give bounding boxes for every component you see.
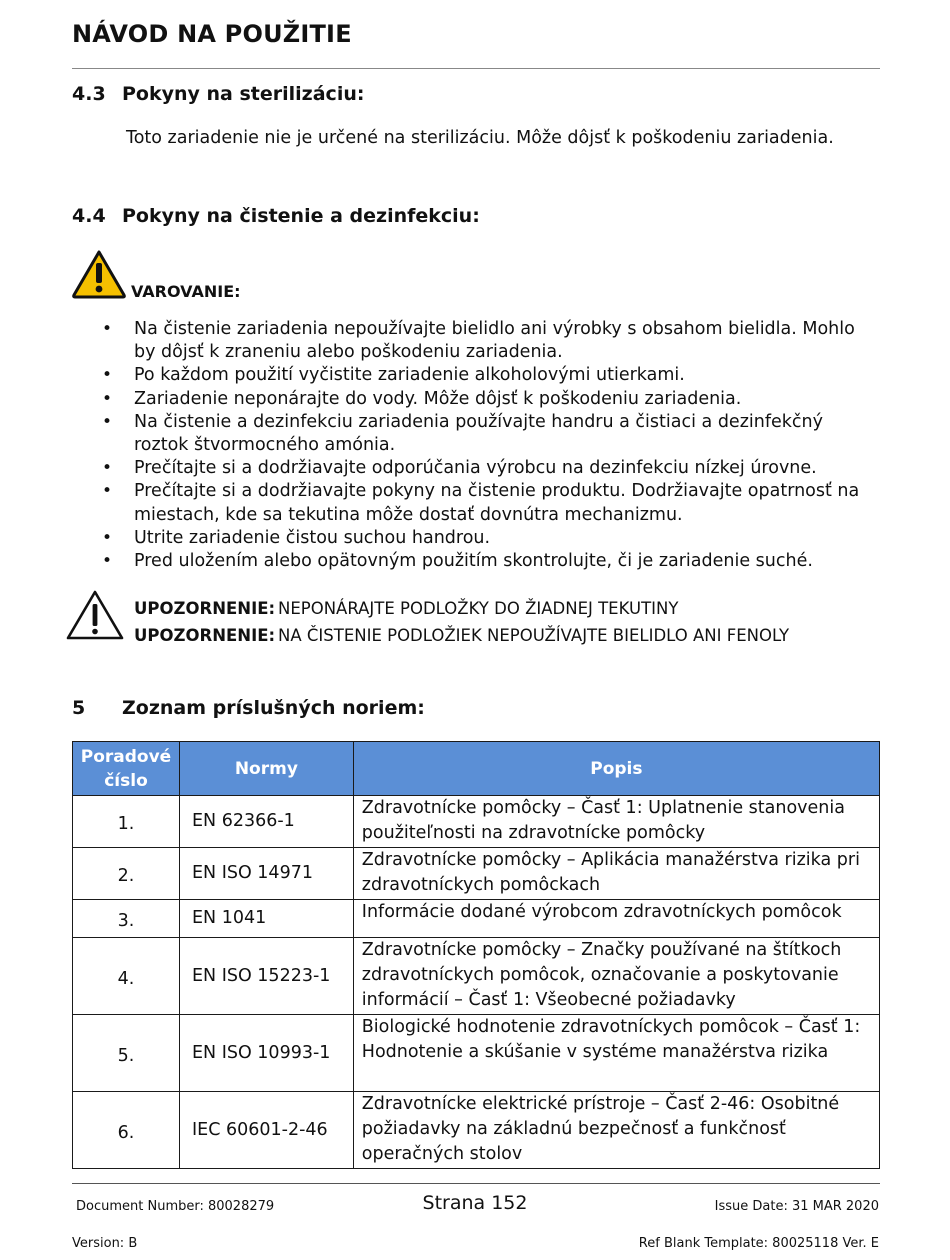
row-description: Zdravotnícke pomôcky – Značky používané na štítkoch zdravotníckych pomôcok, označovanie a poskytovanie informácií – Časť 1: Všeobecné požiadavky — [353, 938, 879, 1015]
list-item: • Na čistenie zariadenia nepoužívajte bielidlo ani výrobky s obsahom bielidla. Mohlo by dôjsť k zraneniu alebo poškodeniu zariadenia. — [72, 318, 880, 364]
caution-row — [134, 622, 789, 649]
row-norm: EN ISO 15223-1 — [179, 938, 353, 1015]
row-description: Zdravotnícke elektrické prístroje – Časť 2-46: Osobitné požiadavky na základnú bezpečnosť a funkčnosť operačných stolov — [353, 1092, 879, 1169]
standards-table — [72, 741, 880, 1169]
list-item: • Prečítajte si a dodržiavajte odporúčania výrobcu na dezinfekciu nízkej úrovne. — [72, 457, 880, 480]
row-number: 4. — [73, 938, 180, 1015]
row-norm: IEC 60601-2-46 — [179, 1092, 353, 1169]
warning-label: VAROVANIE: — [131, 282, 241, 301]
template-reference: Ref Blank Template: 80025118 Ver. E — [638, 1236, 879, 1251]
section-number: 4.4 — [72, 205, 106, 227]
cleaning-instructions-list — [72, 318, 880, 573]
caution-row — [134, 595, 789, 622]
row-description: Informácie dodané výrobcom zdravotníckych pomôcok — [353, 900, 879, 938]
row-norm: EN 62366-1 — [179, 796, 353, 848]
list-item: • Pred uložením alebo opätovným použitím skontrolujte, či je zariadenie suché. — [72, 550, 880, 573]
section-title: Pokyny na čistenie a dezinfekciu: — [122, 205, 480, 227]
table-row — [73, 796, 880, 848]
list-item: • Zariadenie neponárajte do vody. Môže dôjsť k poškodeniu zariadenia. — [72, 388, 880, 411]
caution-list — [134, 595, 789, 649]
column-header: Poradové číslo — [73, 742, 180, 796]
caution-triangle-icon — [65, 589, 125, 641]
list-item: • Utrite zariadenie čistou suchou handrou. — [72, 527, 880, 550]
document-number: Document Number: 80028279 — [76, 1199, 275, 1214]
column-header: Popis — [353, 742, 879, 796]
section-5-heading — [72, 697, 425, 719]
row-number: 2. — [73, 848, 180, 900]
column-header: Normy — [179, 742, 353, 796]
row-description: Biologické hodnotenie zdravotníckych pomôcok – Časť 1: Hodnotenie a skúšanie v systéme manažérstva rizika — [353, 1015, 879, 1092]
sterilization-text: Toto zariadenie nie je určené na sterilizáciu. Môže dôjsť k poškodeniu zariadenia. — [126, 128, 834, 148]
row-number: 6. — [73, 1092, 180, 1169]
section-title: Zoznam príslušných noriem: — [122, 697, 425, 719]
row-norm: EN ISO 10993-1 — [179, 1015, 353, 1092]
row-description: Zdravotnícke pomôcky – Aplikácia manažérstva rizika pri zdravotníckych pomôckach — [353, 848, 879, 900]
warning-triangle-icon — [71, 249, 127, 299]
list-item: • Po každom použití vyčistite zariadenie alkoholovými utierkami. — [72, 364, 880, 387]
row-number: 1. — [73, 796, 180, 848]
list-item: • Na čistenie a dezinfekciu zariadenia používajte handru a čistiaci a dezinfekčný roztok štvormocného amónia. — [72, 411, 880, 457]
title-divider — [72, 68, 880, 69]
caution-label: UPOZORNENIE: — [134, 626, 276, 645]
table-row — [73, 1015, 880, 1092]
row-description: Zdravotnícke pomôcky – Časť 1: Uplatnenie stanovenia použiteľnosti na zdravotnícke pomôcky — [353, 796, 879, 848]
issue-date: Issue Date: 31 MAR 2020 — [714, 1199, 879, 1214]
list-item: • Prečítajte si a dodržiavajte pokyny na čistenie produktu. Dodržiavajte opatrnosť na miestach, kde sa tekutina môže dostať dovnútra mechanizmu. — [72, 480, 880, 526]
caution-text: NEPONÁRAJTE PODLOŽKY DO ŽIADNEJ TEKUTINY — [278, 599, 679, 618]
section-title: Pokyny na sterilizáciu: — [122, 83, 365, 105]
version: Version: B — [72, 1236, 138, 1251]
section-number: 4.3 — [72, 83, 106, 105]
section-number: 5 — [72, 697, 86, 719]
page-number: Strana 152 — [422, 1192, 528, 1214]
row-number: 5. — [73, 1015, 180, 1092]
section-4-4-heading — [72, 205, 480, 227]
row-number: 3. — [73, 900, 180, 938]
caution-label: UPOZORNENIE: — [134, 599, 276, 618]
table-row — [73, 848, 880, 900]
table-row — [73, 900, 880, 938]
table-row — [73, 1092, 880, 1169]
section-4-3-heading — [72, 83, 364, 105]
table-header-row — [73, 742, 880, 796]
table-row — [73, 938, 880, 1015]
row-norm: EN ISO 14971 — [179, 848, 353, 900]
row-norm: EN 1041 — [179, 900, 353, 938]
footer-divider — [72, 1183, 880, 1184]
page-title: NÁVOD NA POUŽITIE — [72, 20, 352, 48]
caution-text: NA ČISTENIE PODLOŽIEK NEPOUŽÍVAJTE BIELIDLO ANI FENOLY — [278, 626, 790, 645]
